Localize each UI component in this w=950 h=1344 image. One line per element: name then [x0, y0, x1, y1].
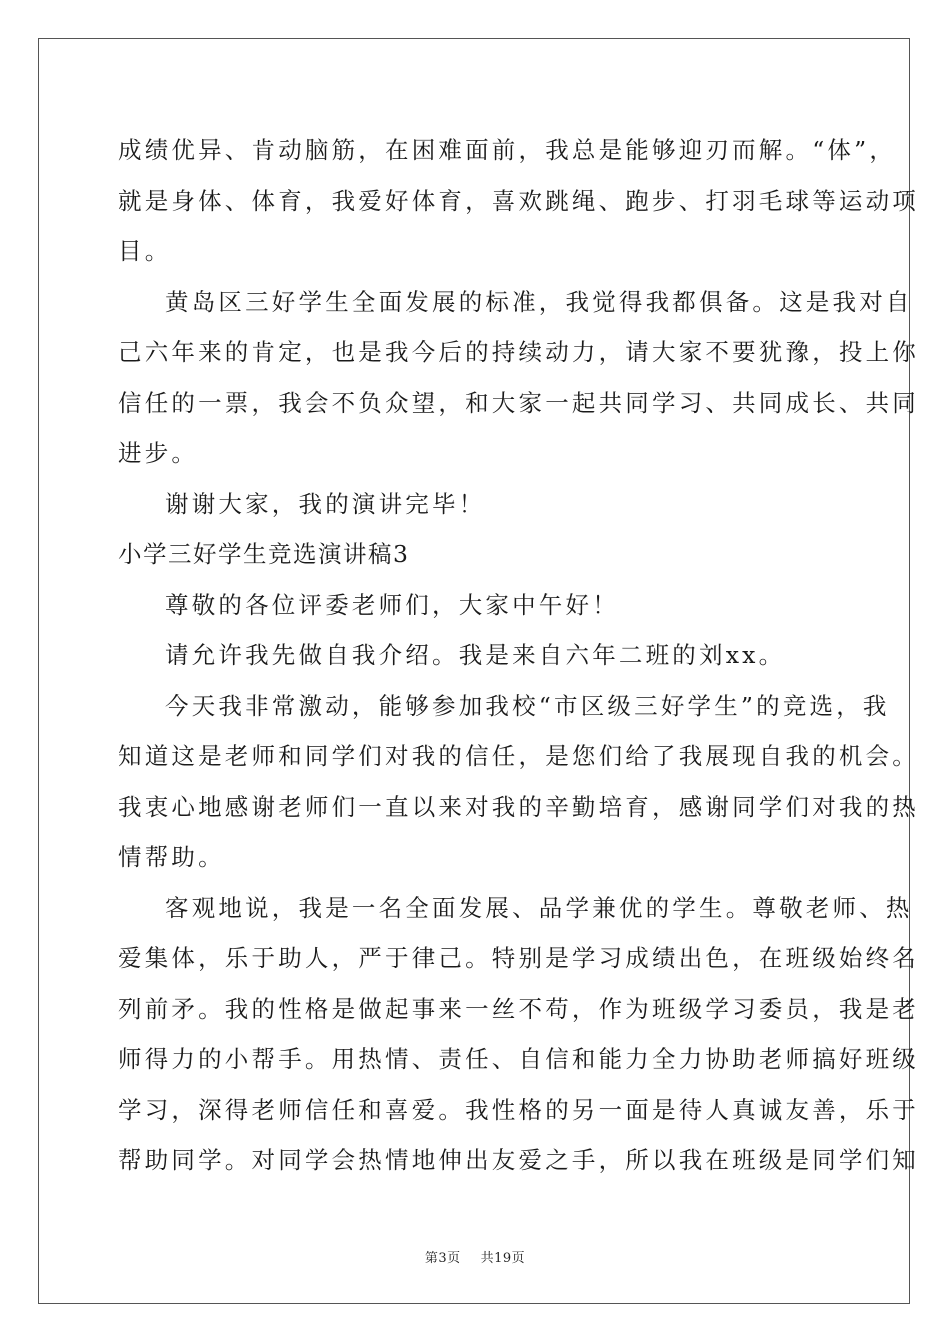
- text-line: 帮助同学。对同学会热情地伸出友爱之手，所以我在班级是同学们知: [118, 1146, 919, 1174]
- text-line: 信任的一票，我会不负众望，和大家一起共同学习、共同成长、共同: [118, 388, 919, 417]
- text-line: 进步。: [118, 439, 199, 467]
- page-number: 第3页: [424, 1251, 461, 1266]
- page-footer: [0, 1247, 950, 1266]
- document-body: [118, 125, 919, 1186]
- text-line: 爱集体，乐于助人，严于律己。特别是学习成绩出色，在班级始终名: [118, 944, 919, 972]
- page-total: 共19页: [480, 1251, 526, 1266]
- text-line: 己六年来的肯定，也是我今后的持续动力，请大家不要犹豫，投上你: [118, 338, 919, 366]
- text-line: 我衷心地感谢老师们一直以来对我的辛勤培育，感谢同学们对我的热: [118, 792, 919, 821]
- text-line: 成绩优异、肯动脑筋，在困难面前，我总是能够迎刃而解。“体”，: [118, 136, 897, 164]
- text-line: 知道这是老师和同学们对我的信任，是您们给了我展现自我的机会。: [118, 742, 919, 770]
- section-heading: 小学三好学生竞选演讲稿3: [118, 540, 410, 568]
- text-line: 情帮助。: [118, 843, 225, 871]
- text-line: 目。: [118, 237, 172, 265]
- paragraph-start-line: 客观地说，我是一名全面发展、品学兼优的学生。尊敬老师、热: [165, 893, 913, 922]
- paragraph-start-line: 谢谢大家，我的演讲完毕！: [165, 489, 486, 518]
- text-line: 就是身体、体育，我爱好体育，喜欢跳绳、跑步、打羽毛球等运动项: [118, 186, 919, 215]
- paragraph-start-line: 今天我非常激动，能够参加我校“市区级三好学生”的竞选，我: [165, 691, 890, 720]
- paragraph-start-line: 请允许我先做自我介绍。我是来自六年二班的刘xx。: [165, 641, 786, 669]
- text-line: 列前矛。我的性格是做起事来一丝不苟，作为班级学习委员，我是老: [118, 994, 919, 1023]
- text-line: 学习，深得老师信任和喜爱。我性格的另一面是待人真诚友善，乐于: [118, 1095, 919, 1124]
- paragraph-start-line: 黄岛区三好学生全面发展的标准，我觉得我都俱备。这是我对自: [165, 287, 913, 316]
- paragraph-start-line: 尊敬的各位评委老师们，大家中午好！: [165, 590, 619, 619]
- text-line: 师得力的小帮手。用热情、责任、自信和能力全力协助老师搞好班级: [118, 1045, 919, 1073]
